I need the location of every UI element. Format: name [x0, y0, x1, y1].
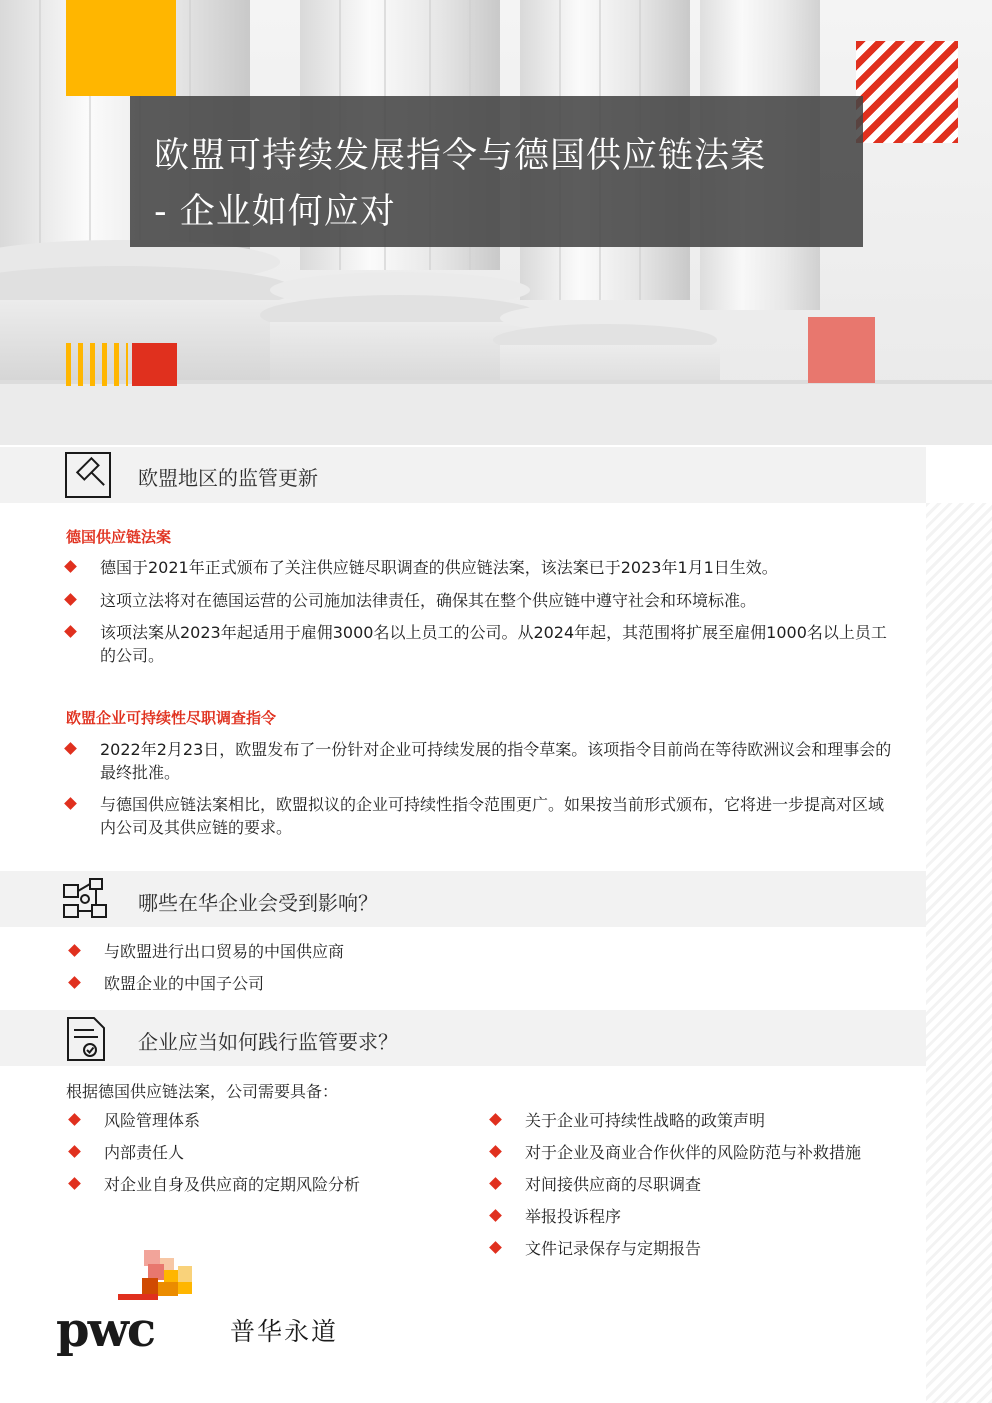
process-flow-icon	[60, 875, 110, 923]
diamond-bullet-icon	[489, 1209, 502, 1222]
diamond-bullet-icon	[68, 1113, 81, 1126]
subsection-title-german-law: 德国供应链法案	[66, 528, 172, 546]
yellow-square-decoration	[66, 0, 176, 96]
diamond-bullet-icon	[489, 1177, 502, 1190]
pwc-wordmark: pwc	[56, 1302, 155, 1358]
diamond-bullet-icon	[64, 797, 77, 810]
gavel-icon	[64, 451, 114, 499]
section-title: 欧盟地区的监管更新	[138, 466, 318, 490]
section-header-affected	[0, 871, 926, 927]
title-box	[130, 96, 863, 247]
section-header-regulation	[0, 447, 926, 503]
diamond-bullet-icon	[489, 1241, 502, 1254]
requirements-lead: 根据德国供应链法案，公司需要具备：	[66, 1082, 339, 1101]
diamond-bullet-icon	[64, 560, 77, 573]
red-square-decoration	[132, 343, 177, 386]
yellow-bars-decoration	[66, 343, 128, 386]
section-header-compliance	[0, 1010, 926, 1066]
diamond-bullet-icon	[68, 944, 81, 957]
diagonal-pattern-decoration	[926, 503, 992, 1403]
diamond-bullet-icon	[68, 1177, 81, 1190]
section-title: 企业应当如何践行监管要求？	[138, 1030, 398, 1054]
red-stripes-decoration	[856, 41, 958, 143]
section-title: 哪些在华企业会受到影响？	[138, 891, 378, 915]
hero-banner	[0, 0, 992, 445]
diamond-bullet-icon	[64, 742, 77, 755]
diamond-bullet-icon	[489, 1113, 502, 1126]
subsection-title-eu-directive: 欧盟企业可持续性尽职调查指令	[66, 709, 277, 727]
diamond-bullet-icon	[64, 625, 77, 638]
page-title-line2: - 企业如何应对	[154, 192, 396, 232]
diamond-bullet-icon	[489, 1145, 502, 1158]
pwc-logo-mark-icon	[118, 1250, 194, 1302]
pwc-chinese-name: 普华永道	[230, 1317, 339, 1346]
diamond-bullet-icon	[68, 1145, 81, 1158]
page-title-line1: 欧盟可持续发展指令与德国供应链法案	[154, 136, 767, 176]
diamond-bullet-icon	[64, 593, 77, 606]
checklist-document-icon	[64, 1014, 110, 1064]
pink-square-decoration	[808, 317, 875, 383]
diamond-bullet-icon	[68, 976, 81, 989]
